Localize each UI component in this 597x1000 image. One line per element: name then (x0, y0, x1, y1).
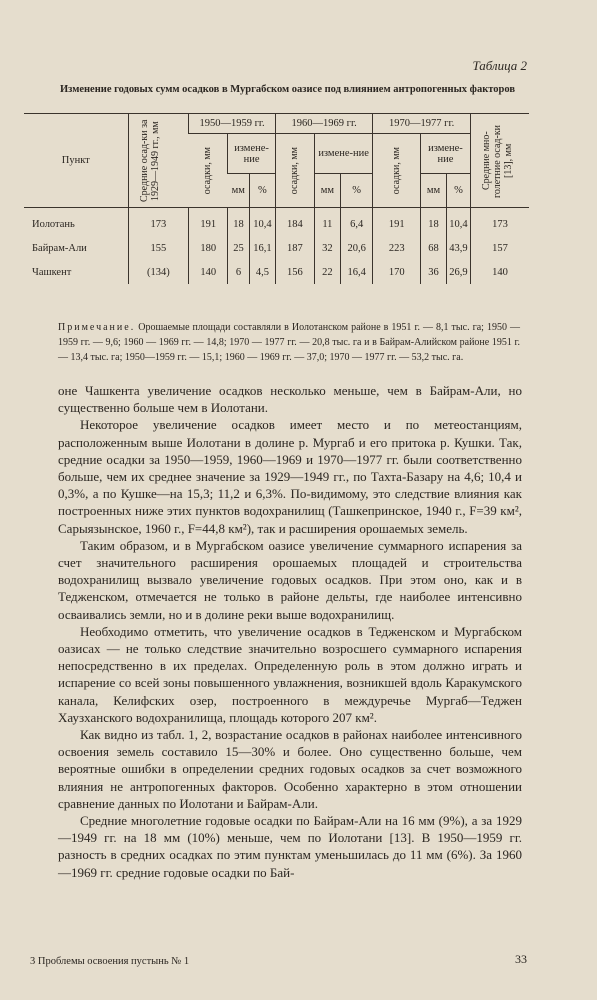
paragraph: Как видно из табл. 1, 2, возрастание осадков в районах наиболее интенсивного освоения земель составило 15—30% и более. Оно существенно больше, чем вероятные ошибки в определении средних годовых осадков за счет возможного влияния не антропогенных факторов. Особенно характерно в этом отношении сравнение данных по Иолотани и Байрам-Али. (58, 727, 522, 811)
cell-point: Байрам-Али (32, 242, 87, 254)
header-avg: Средние осад-ки за 1929—1949 гг., мм (128, 114, 189, 208)
cell-point: Чашкент (32, 266, 72, 278)
cell-c3mm: 18 (421, 208, 447, 237)
cell-c2mm: 22 (314, 260, 340, 284)
paragraph: Некоторое увеличение осадков имеет место и по метеостанциям, расположенным выше Иолотани в долине р. Мургаб и его притока р. Кушки. Так, средние осадки за 1950—1959, 1960—1969 и 1970—1977 гг. были соответственно больше, чем их среднее значение за 1929—1949 гг., по Тахта-Базару на 4,6; 10,4 и 0,3%, а по Кушке—на 15,3; 11,2 и 6,3%. По-видимому, это следствие влияния как построенных ниже этих пунктов водохранилищ (Ташкепринское, 1940 г., F=39 км², Сарыязынское, 1960 г., F=44,8 км²), так и расширения орошаемых земель. (58, 417, 522, 536)
header-pct-3: % (447, 174, 471, 208)
table-title: Изменение годовых сумм осадков в Мургабском оазисе под влиянием антропогенных факторов (59, 84, 516, 95)
header-change-1: измене-ние (228, 134, 276, 174)
cell-lt: 173 (470, 208, 529, 237)
cell-p2: 187 (275, 236, 314, 260)
header-mm-1: мм (228, 174, 250, 208)
cell-lt: 140 (470, 260, 529, 284)
cell-c3pct: 26,9 (447, 260, 471, 284)
paragraph: Таким образом, и в Мургабском оазисе увеличение суммарного испарения за счет значительного расширения орошаемых площадей и строительства водохранилищ вызвало увеличение годовых осадков. При этом оно, как и в Тедженском, отмечается не только в районе дельты, где наиболее интенсивно осваивались земли, но и в долине реки выше водохранилищ. (58, 537, 522, 622)
cell-c3mm: 68 (421, 236, 447, 260)
cell-c2pct: 6,4 (340, 208, 373, 237)
cell-c2mm: 11 (314, 208, 340, 237)
cell-c2mm: 32 (314, 236, 340, 260)
cell-p3: 170 (373, 260, 421, 284)
cell-lt: 157 (470, 236, 529, 260)
cell-c1mm: 25 (228, 236, 250, 260)
cell-p3: 191 (373, 208, 421, 237)
cell-c2pct: 16,4 (340, 260, 373, 284)
header-pct-2: % (340, 174, 373, 208)
cell-p2: 184 (275, 208, 314, 237)
note-label: Примечание. (58, 322, 136, 333)
cell-avg: (134) (128, 260, 189, 284)
cell-c2pct: 20,6 (340, 236, 373, 260)
table-row (24, 236, 529, 260)
header-period-1970: 1970—1977 гг. (373, 114, 471, 134)
cell-p2: 156 (275, 260, 314, 284)
header-precip-2: осадки, мм (275, 134, 314, 208)
cell-c1pct: 10,4 (249, 208, 275, 237)
cell-c3mm: 36 (421, 260, 447, 284)
header-precip-3: осадки, мм (373, 134, 421, 208)
header-mm-3: мм (421, 174, 447, 208)
cell-p1: 140 (189, 260, 228, 284)
cell-p1: 180 (189, 236, 228, 260)
header-period-1960: 1960—1969 гг. (275, 114, 373, 134)
cell-c1pct: 16,1 (249, 236, 275, 260)
cell-avg: 173 (128, 208, 189, 237)
note-text: Орошаемые площади составляли в Иолотанском районе в 1951 г. — 8,1 тыс. га; 1950 — 1959 гг. — 9,6; 1960 — 1969 гг. — 14,8; 1970 — 1977 гг. — 20,8 тыс. га и в Байрам-Алийском районе 1951 г. — 13,4 тыс. га; 1950—1959 гг. — 15,1; 1960 — 1969 гг. — 37,0; 1970 — 1977 гг. — 53,2 тыс. га. (58, 322, 520, 363)
page-number: 33 (515, 952, 527, 966)
cell-avg: 155 (128, 236, 189, 260)
paragraph: оне Чашкента увеличение осадков несколько меньше, чем в Байрам-Али, но существенно больше чем в Иолотани. (58, 383, 522, 416)
table-note (58, 320, 520, 365)
header-point: Пункт (24, 114, 128, 208)
header-period-1950: 1950—1959 гг. (189, 114, 276, 134)
header-change-3: измене-ние (421, 134, 471, 174)
cell-p1: 191 (189, 208, 228, 237)
header-mm-2: мм (314, 174, 340, 208)
cell-c1pct: 4,5 (249, 260, 275, 284)
paragraph: Необходимо отметить, что увеличение осадков в Тедженском и Мургабском оазисах — не только следствие значительно возросшего суммарного испарения непосредственно в их пределах. Определенную роль в этом должно играть и испарение со всей зоны повышенного увлажнения, возникшей вдоль Каракумского канала, Келифских озер, построенного в междуречье Мургаб—Теджен Хаузханского водохранилища, площадь которого 207 км². (58, 623, 522, 725)
cell-c3pct: 10,4 (447, 208, 471, 237)
cell-point: Иолотань (32, 218, 75, 230)
header-pct-1: % (249, 174, 275, 208)
table-label: Таблица 2 (472, 58, 527, 73)
footer-note: 3 Проблемы освоения пустынь № 1 (30, 956, 190, 967)
header-longterm: Средние мно-голетние осад-ки [13], мм (470, 114, 529, 208)
header-precip-1: осадки, мм (189, 134, 228, 208)
cell-c1mm: 18 (228, 208, 250, 237)
header-change-2: измене-ние (314, 134, 373, 174)
table-row (24, 260, 529, 284)
cell-p3: 223 (373, 236, 421, 260)
cell-c1mm: 6 (228, 260, 250, 284)
cell-c3pct: 43,9 (447, 236, 471, 260)
paragraph: Средние многолетние годовые осадки по Байрам-Али на 16 мм (9%), а за 1929—1949 гг. на 18 мм (10%) меньше, чем по Иолотани [13]. В 1950—1959 гг. разность в средних осадках по этим пунктам уменьшилась до 11 мм (6%). За 1960—1969 гг. средние годовые осадки по Бай- (58, 813, 522, 880)
table-row (24, 208, 529, 237)
body-text (58, 382, 522, 881)
precipitation-table (24, 113, 529, 284)
